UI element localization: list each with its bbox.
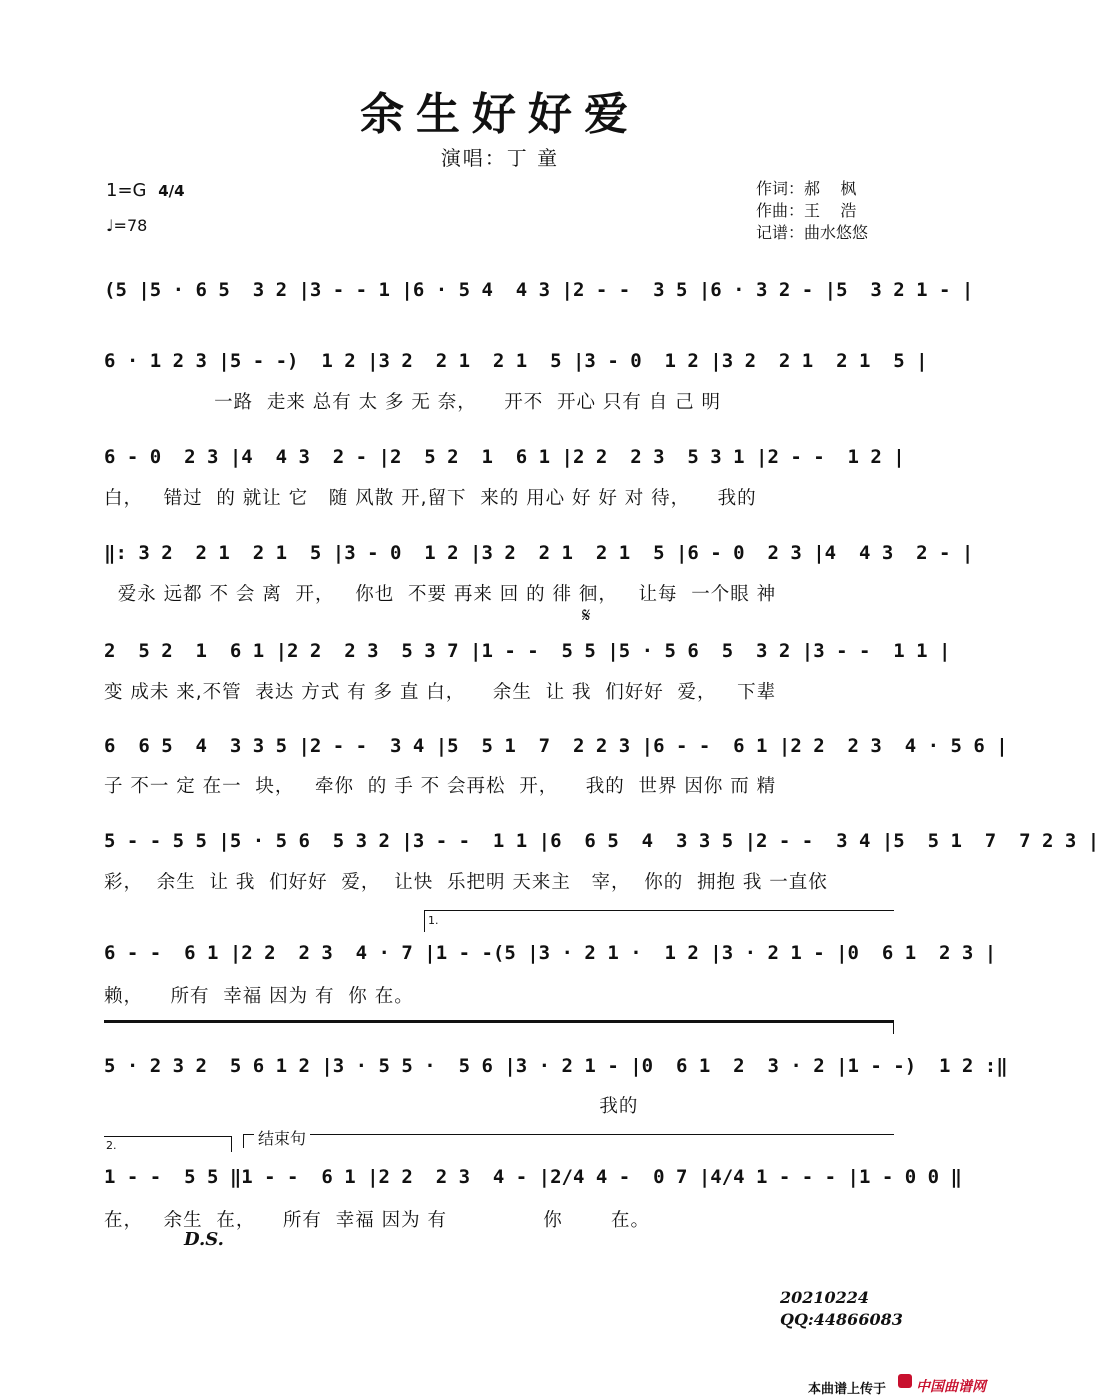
volta-1-continuation-line [104,1020,894,1023]
notation-line-5: 2 5 2 1 6 1 |2 2 2 3 5 3 7 |1 - - 5 5 |5 · 5 6 5 3 2 |3 - - 1 1 | [104,640,951,662]
lyric-line-2: 一路 走来 总有 太 多 无 奈， 开不 开心 只有 自 己 明 [104,392,722,413]
composer-credit: 作曲：王 浩 [756,201,857,220]
lyric-line-9: 我的 [104,1096,639,1117]
upload-text: 本曲谱上传于 [808,1382,887,1397]
dal-segno-marking: D.S. [184,1229,224,1250]
lyric-line-7: 彩， 余生 让 我 们好好 爱， 让快 乐把明 天来主 宰， 你的 拥抱 我 一直依 [104,872,828,893]
lyric-line-4: 爱永 远都 不 会 离 开， 你也 不要 再来 回 的 徘 徊， 让每 一个眼 神 [104,584,777,605]
notation-line-10: 1 - - 5 5 ‖1 - - 6 1 |2 2 2 3 4 - |2/4 4 - 0 7 |4/4 1 - - - |1 - 0 0 ‖ [104,1166,962,1188]
notation-line-2: 6 · 1 2 3 |5 - -) 1 2 |3 2 2 1 2 1 5 |3 - 0 1 2 |3 2 2 1 2 1 5 | [104,350,928,372]
volta-1-label: 1. [428,914,439,927]
transcription-date: 20210224 [780,1288,870,1307]
segno-sign: 𝄋 [582,603,591,627]
lyricist-credit: 作词：郝 枫 [756,179,857,198]
site-logo-text: 中国曲谱网 [916,1379,986,1395]
site-logo-icon [898,1374,912,1388]
lyric-line-5: 变 成未 来,不管 表达 方式 有 多 直 白， 余生 让 我 们好好 爱， 下辈 [104,682,777,703]
score-title: 余生好好爱 [360,89,640,140]
key-signature [106,180,185,201]
contact-qq: QQ:44866083 [780,1310,903,1329]
lyric-line-10: 在， 余生 在， 所有 幸福 因为 有 你 在。 [104,1210,650,1231]
key-label: 1=G [106,180,147,201]
volta-1-bracket-start [424,910,425,932]
volta-2-bracket-end [231,1136,232,1152]
tempo-marking: ♩=78 [106,216,148,235]
volta-2-bracket-line [104,1136,232,1137]
lyric-line-8: 赖， 所有 幸福 因为 有 你 在。 [104,986,414,1007]
notation-line-1: (5 |5 · 6 5 3 2 |3 - - 1 |6 · 5 4 4 3 |2 - - 3 5 |6 · 3 2 - |5 3 2 1 - | [104,279,974,301]
transcriber-credit: 记谱：曲水悠悠 [756,223,869,242]
lyric-line-3: 白， 错过 的 就让 它 随 风散 开,留下 来的 用心 好 好 对 待， 我的 [104,488,757,509]
volta-1-bracket-line [424,910,894,911]
volta-1-continuation-end [893,1020,894,1034]
notation-line-6: 6 6 5 4 3 3 5 |2 - - 3 4 |5 5 1 7 2 2 3 |6 - - 6 1 |2 2 2 3 4 · 5 6 | [104,735,1008,757]
lyric-line-6: 子 不一 定 在一 块， 牵你 的 手 不 会再松 开， 我的 世界 因你 而 精 [104,776,777,797]
time-signature: 4/4 [158,182,185,200]
notation-line-8: 6 - - 6 1 |2 2 2 3 4 · 7 |1 - -(5 |3 · 2 1 · 1 2 |3 · 2 1 - |0 6 1 2 3 | [104,942,997,964]
notation-line-3: 6 - 0 2 3 |4 4 3 2 - |2 5 2 1 6 1 |2 2 2 3 5 3 1 |2 - - 1 2 | [104,446,905,468]
notation-line-4: ‖: 3 2 2 1 2 1 5 |3 - 0 1 2 |3 2 2 1 2 1 5 |6 - 0 2 3 |4 4 3 2 - | [104,542,974,564]
singer-credit: 演唱：丁 童 [440,146,560,170]
notation-line-9: 5 · 2 3 2 5 6 1 2 |3 · 5 5 · 5 6 |3 · 2 1 - |0 6 1 2 3 · 2 |1 - -) 1 2 :‖ [104,1055,1008,1077]
ending-label: 结束句 [254,1126,310,1149]
ending-bracket-line [243,1134,894,1135]
notation-line-7: 5 - - 5 5 |5 · 5 6 5 3 2 |3 - - 1 1 |6 6 5 4 3 3 5 |2 - - 3 4 |5 5 1 7 7 2 3 | [104,830,1099,852]
volta-2-label: 2. [106,1139,117,1152]
ending-bracket-start [243,1134,244,1148]
